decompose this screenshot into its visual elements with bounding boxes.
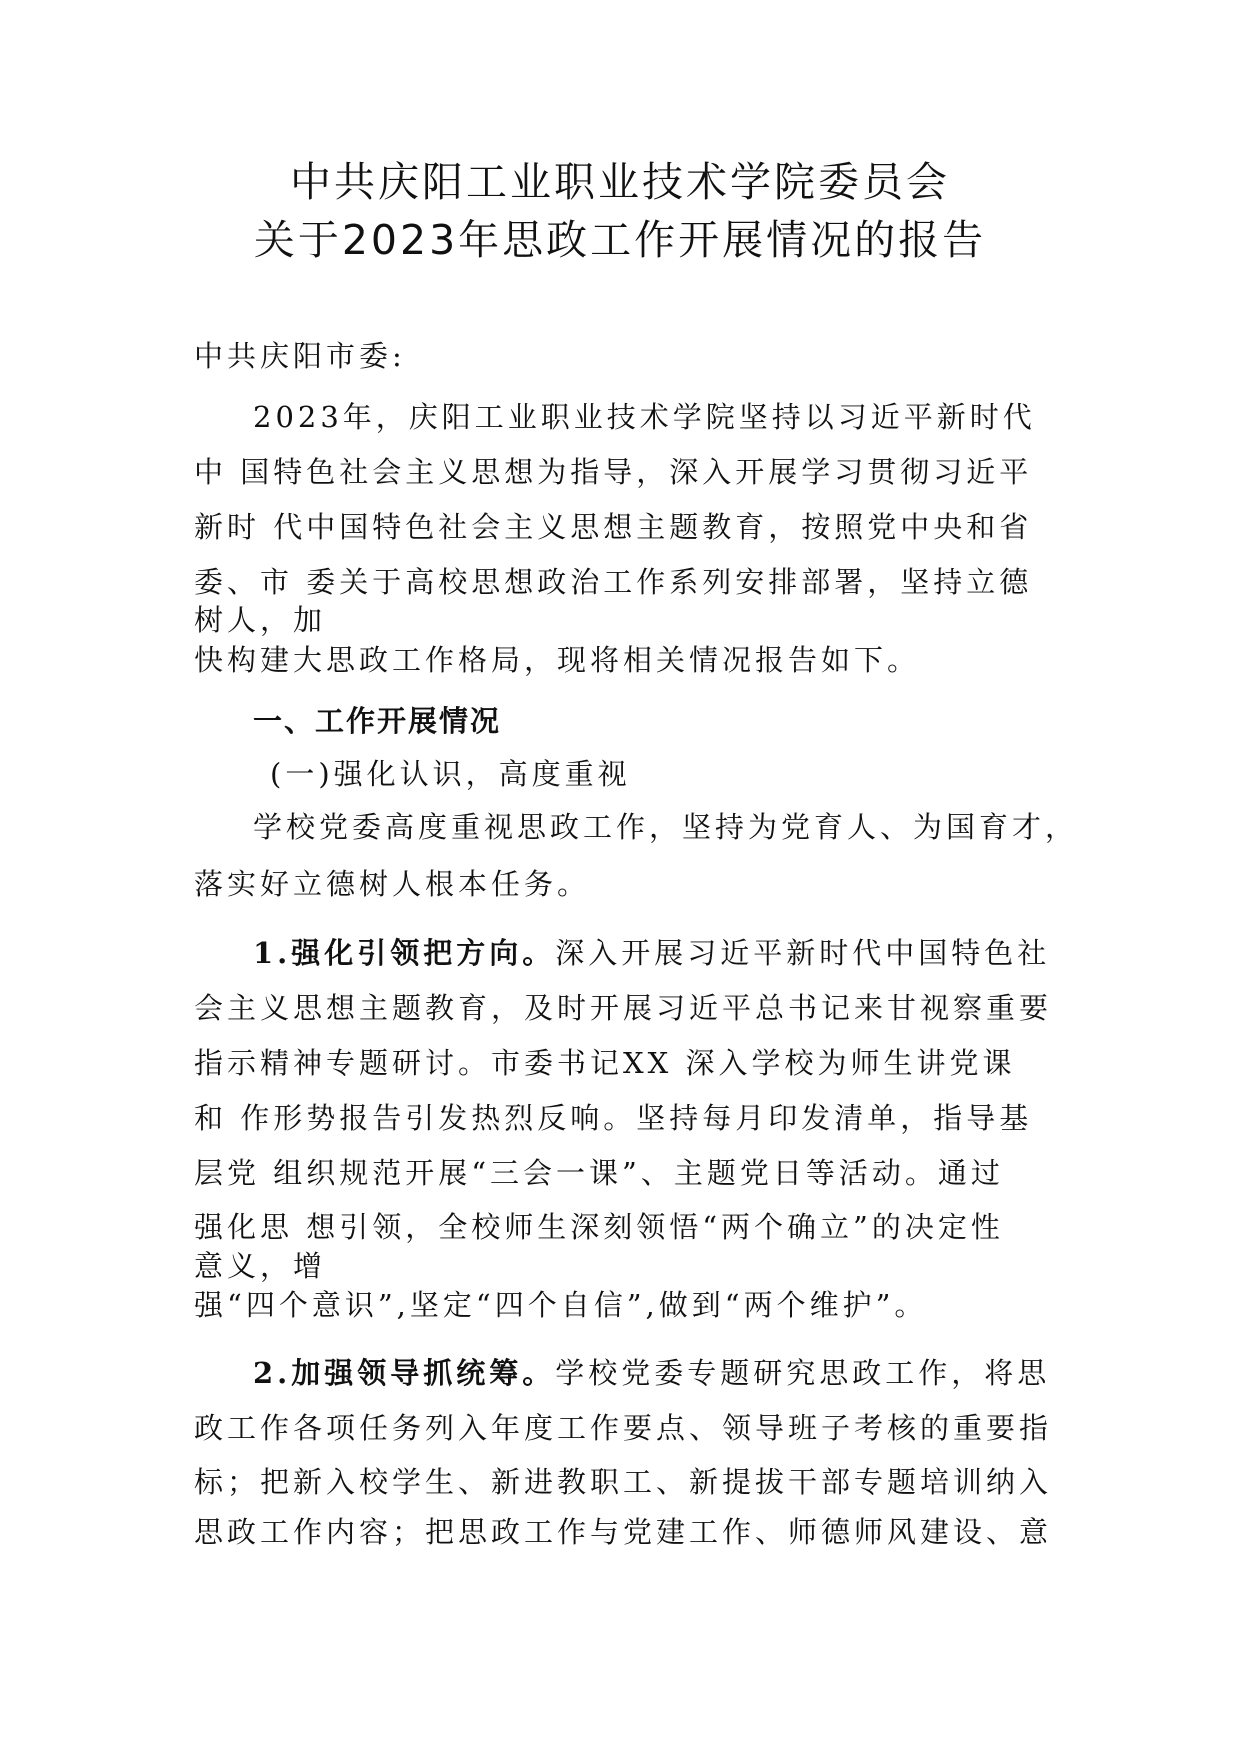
item2-line-4: 思政工作内容；把思政工作与党建工作、师德师风建设、意 (194, 1515, 1053, 1549)
paragraph-line: 学校党委高度重视思政工作，坚持为党育人、为国育才， (253, 810, 1079, 844)
intro-line-5: 树人，加 (194, 603, 327, 637)
intro-line-1: 2023年，庆阳工业职业技术学院坚持以习近平新时代 (253, 400, 1036, 434)
paragraph-line: 落实好立德树人根本任务。 (194, 867, 591, 901)
item2-lead: 2.加强领导抓统筹。 (253, 1356, 556, 1390)
item1-line-2: 会主义思想主题教育，及时开展习近平总书记来甘视察重要 (194, 991, 1053, 1025)
intro-line-3: 新时 代中国特色社会主义思想主题教育，按照党中央和省 (194, 510, 1033, 544)
subsection-heading: (一)强化认识，高度重视 (270, 757, 631, 791)
item1-line-4: 和 作形势报告引发热烈反响。坚持每月印发清单，指导基 (194, 1101, 1033, 1135)
document-title-line1: 中共庆阳工业职业技术学院委员会 (290, 158, 950, 206)
item1-line-7: 意义，增 (194, 1249, 327, 1283)
item2-text: 学校党委专题研究思政工作，将思 (555, 1356, 1051, 1390)
item1-lead: 1.强化引领把方向。 (253, 936, 556, 970)
section-heading: 一、工作开展情况 (253, 704, 502, 738)
item1-line-1 (253, 933, 1050, 973)
item1-line-8: 强“四个意识”,坚定“四个自信”,做到“两个维护”。 (194, 1288, 928, 1322)
item1-line-6: 强化思 想引领，全校师生深刻领悟“两个确立”的决定性 (194, 1210, 1004, 1244)
item2-line-1 (253, 1353, 1050, 1393)
intro-line-6: 快构建大思政工作格局，现将相关情况报告如下。 (194, 643, 921, 677)
item1-line-3: 指示精神专题研讨。市委书记XX 深入学校为师生讲党课 (194, 1046, 1016, 1080)
intro-line-4: 委、市 委关于高校思想政治工作系列安排部署，坚持立德 (194, 565, 1033, 599)
item2-line-3: 标；把新入校学生、新进教职工、新提拔干部专题培训纳入 (194, 1465, 1053, 1499)
intro-line-2: 中 国特色社会主义思想为指导，深入开展学习贯彻习近平 (194, 455, 1033, 489)
item1-text: 深入开展习近平新时代中国特色社 (555, 936, 1051, 970)
document-title-line2: 关于2023年思政工作开展情况的报告 (253, 216, 987, 264)
item1-line-5: 层党 组织规范开展“三会一课”、主题党日等活动。通过 (194, 1156, 1004, 1190)
item2-line-2: 政工作各项任务列入年度工作要点、领导班子考核的重要指 (194, 1411, 1053, 1445)
addressee: 中共庆阳市委: (194, 339, 406, 373)
